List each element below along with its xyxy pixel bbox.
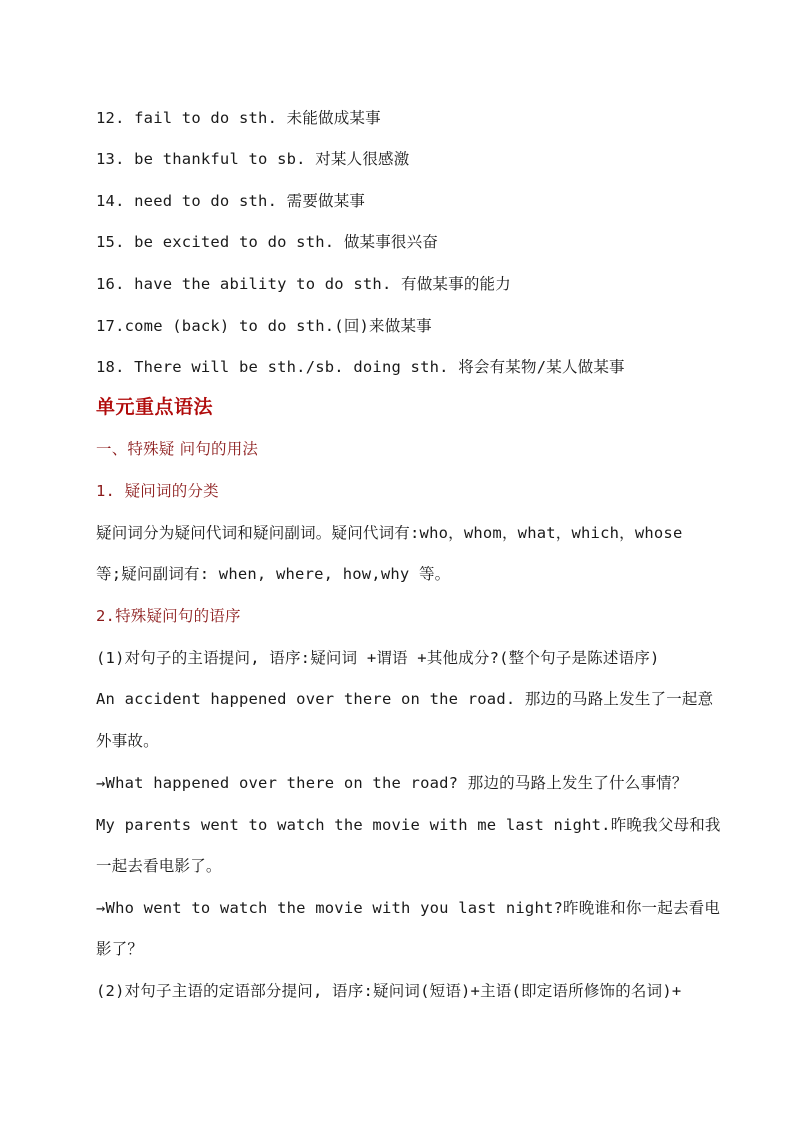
phrase-item-13: 13. be thankful to sb. 对某人很感激 [96,150,410,168]
phrase-item-18: 18. There will be sth./sb. doing sth. 将会有某物/某人做某事 [96,358,625,376]
example-2-line-1: My parents went to watch the movie with me last night.昨晚我父母和我 [96,816,721,834]
subsection-title: 一、特殊疑 问句的用法 [96,440,259,458]
phrase-item-16: 16. have the ability to do sth. 有做某事的能力 [96,275,511,293]
example-1-line-2: 外事故。 [96,732,159,750]
point-2-title: 2.特殊疑问句的语序 [96,607,241,625]
section-title: 单元重点语法 [96,396,214,418]
example-2-line-2: 一起去看电影了。 [96,857,222,875]
phrase-item-14: 14. need to do sth. 需要做某事 [96,192,366,210]
rule-2: (2)对句子主语的定语部分提问, 语序:疑问词(短语)+主语(即定语所修饰的名词)+ [96,982,682,1000]
answer-2-line-2: 影了？ [96,940,144,958]
example-1-line-1: An accident happened over there on the road. 那边的马路上发生了一起意 [96,690,714,708]
point-1-body-line-2: 等;疑问副词有: when, where, how,why 等。 [96,565,451,583]
phrase-item-12: 12. fail to do sth. 未能做成某事 [96,109,381,127]
phrase-item-17: 17.come (back) to do sth.(回)来做某事 [96,317,432,335]
point-1-title: 1. 疑问词的分类 [96,482,219,500]
answer-1: →What happened over there on the road? 那边的马路上发生了什么事情？ [96,774,688,792]
point-1-body-line-1: 疑问词分为疑问代词和疑问副词。疑问代词有:who，whom，what，which，whose [96,524,683,542]
phrase-item-15: 15. be excited to do sth. 做某事很兴奋 [96,233,439,251]
rule-1: (1)对句子的主语提问, 语序:疑问词 +谓语 +其他成分?(整个句子是陈述语序) [96,649,660,667]
answer-2-line-1: →Who went to watch the movie with you last night?昨晚谁和你一起去看电 [96,899,721,917]
